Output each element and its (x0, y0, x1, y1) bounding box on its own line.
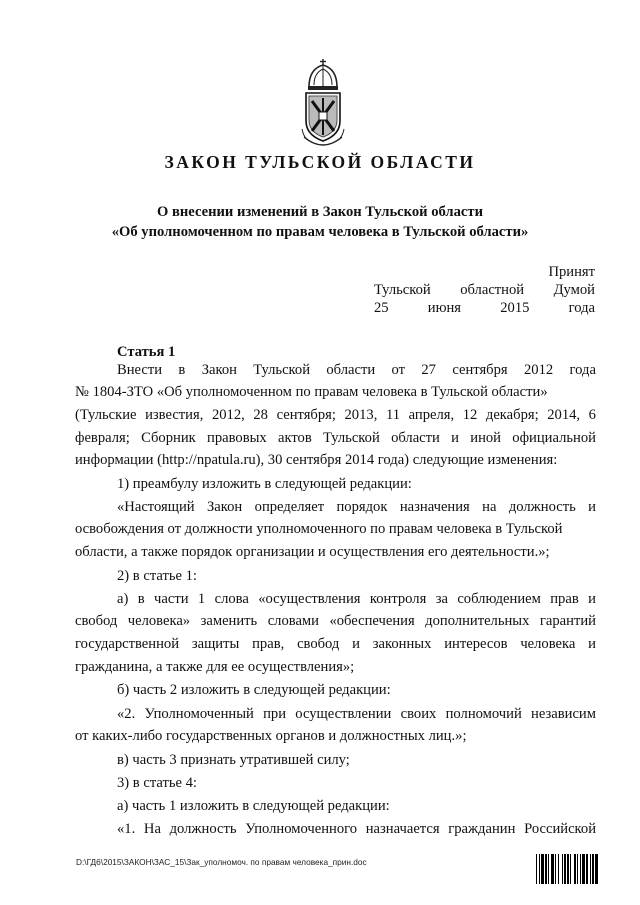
body-line: от каких-либо государственных органов и должностных лиц.»; (75, 728, 467, 744)
body-word: года (569, 362, 596, 378)
body-word: должность (169, 821, 237, 837)
law-title: ЗАКОН ТУЛЬСКОЙ ОБЛАСТИ (164, 152, 476, 172)
body-word: На (143, 821, 161, 837)
body-word: актов (278, 430, 312, 446)
body-word: а) (117, 591, 129, 607)
body-word: и (451, 430, 459, 446)
adopted-date-part: июня (427, 300, 462, 316)
body-word: Уполномоченного (245, 821, 358, 837)
body-word: 28 (253, 407, 268, 423)
body-word: области (326, 362, 376, 378)
body-word: Тульской (253, 362, 311, 378)
body-word: на (482, 499, 497, 515)
body-word: Закон (201, 362, 237, 378)
body-word: 2013, (344, 407, 378, 423)
body-word: гарантий (539, 613, 596, 629)
body-word: части (154, 591, 189, 607)
body-word: сентября; (276, 407, 336, 423)
body-word: интересов (444, 636, 508, 652)
adopted-date-part: года (568, 300, 595, 316)
body-word: законных (372, 636, 432, 652)
body-line: 2) в статье 1: (117, 568, 197, 584)
body-word: полномочий (445, 706, 522, 722)
body-line: освобождения от должности уполномоченного по правам человека в Тульской (75, 521, 563, 537)
body-word: Тульской (323, 430, 380, 446)
body-word: февраля; (75, 430, 130, 446)
body-line (117, 590, 596, 608)
body-word: «2. (117, 706, 136, 722)
body-word: Уполномоченный (144, 706, 254, 722)
body-word: в (178, 362, 186, 378)
adopted-date (374, 298, 595, 318)
body-word: 1 (197, 591, 206, 607)
body-line: в) часть 3 признать утратившей силу; (117, 752, 350, 768)
body-word: «Настоящий (117, 499, 195, 515)
coat-of-arms-emblem (300, 57, 346, 153)
body-word: «1. (117, 821, 136, 837)
body-line (75, 635, 596, 653)
body-word: государственной (75, 636, 180, 652)
body-line (75, 429, 596, 447)
body-word: прав (550, 591, 579, 607)
body-word: 6 (588, 407, 596, 423)
body-word: должность (508, 499, 576, 515)
body-word: слова (214, 591, 249, 607)
body-word: назначения (399, 499, 470, 515)
body-word: своих (400, 706, 437, 722)
body-word: (Тульские (75, 407, 137, 423)
body-word: от (391, 362, 406, 378)
body-word: человека» (127, 613, 191, 629)
body-line: информации (http://npatula.ru), 30 сентября 2014 года) следующие изменения: (75, 452, 558, 468)
adopted-word: областной (460, 282, 525, 298)
body-word: 11 (385, 407, 400, 423)
body-word: свобод (297, 636, 340, 652)
body-word: словами (267, 613, 319, 629)
body-word: известия, (145, 407, 204, 423)
body-word: Сборник (141, 430, 196, 446)
body-line: б) часть 2 изложить в следующей редакции: (117, 682, 391, 698)
body-word: 12 (462, 407, 478, 423)
body-word: апреля, (408, 407, 455, 423)
body-word: и (588, 636, 596, 652)
body-word: правовых (207, 430, 267, 446)
body-word: гражданин (448, 821, 516, 837)
body-word: 2012, (211, 407, 245, 423)
body-word: Российской (524, 821, 596, 837)
body-word: за (435, 591, 448, 607)
body-line (75, 406, 596, 424)
adopted-date-part: 25 (374, 300, 389, 316)
body-line (117, 498, 596, 516)
body-word: контроля (369, 591, 427, 607)
body-word: назначается (365, 821, 440, 837)
body-word: определяет (254, 499, 325, 515)
body-line (117, 361, 596, 379)
body-word: защиты (191, 636, 240, 652)
body-word: дополнительных (425, 613, 530, 629)
body-word: иной (470, 430, 501, 446)
body-line (117, 820, 596, 838)
body-word: и (588, 591, 596, 607)
body-word: и (588, 499, 596, 515)
body-line: гражданина, а также для ее осуществления»; (75, 659, 355, 675)
adopted-label: Принят (548, 264, 595, 280)
law-subtitle-line2: «Об уполномоченном по правам человека в Тульской области» (111, 224, 529, 240)
body-line: № 1804-ЗТО «Об уполномоченном по правам человека в Тульской области» (75, 384, 548, 400)
body-line: 3) в статье 4: (117, 775, 197, 791)
body-line: области, а также порядок организации и осуществления его деятельности.»; (75, 544, 550, 560)
body-word: 2014, (547, 407, 581, 423)
body-word: при (263, 706, 287, 722)
body-word: независим (531, 706, 596, 722)
law-subtitle-line1: О внесении изменений в Закон Тульской области (157, 204, 483, 220)
body-word: в (137, 591, 145, 607)
body-word: Закон (206, 499, 243, 515)
body-word: «обеспечения (329, 613, 415, 629)
body-word: 27 (421, 362, 436, 378)
adopted-by-duma (374, 280, 595, 300)
file-path-footer: D:\ГД6\2015\ЗАКОН\ЗАС_15\Зак_уполномоч. по правам человека_прин.doc (76, 857, 367, 867)
body-word: области (391, 430, 440, 446)
adopted-word: Думой (553, 282, 595, 298)
body-word: заменить (200, 613, 258, 629)
body-line (75, 612, 596, 630)
body-line: 1) преамбулу изложить в следующей редакции: (117, 476, 412, 492)
body-word: порядок (336, 499, 388, 515)
body-word: официальной (512, 430, 596, 446)
body-word: 2012 (523, 362, 554, 378)
adopted-word: Тульской (374, 282, 431, 298)
body-line: а) часть 1 изложить в следующей редакции: (117, 798, 390, 814)
body-word: «осуществления (258, 591, 361, 607)
adopted-date-part: 2015 (500, 300, 530, 316)
body-word: сентября (452, 362, 508, 378)
body-line (117, 705, 596, 723)
body-word: декабря; (485, 407, 539, 423)
body-word: свобод (75, 613, 118, 629)
body-word: прав, (252, 636, 285, 652)
barcode-graphic (535, 854, 629, 884)
body-word: соблюдением (457, 591, 541, 607)
body-word: осуществлении (295, 706, 392, 722)
body-word: человека (520, 636, 576, 652)
body-word: Внести (117, 362, 163, 378)
body-word: и (352, 636, 360, 652)
article-heading: Статья 1 (117, 344, 176, 360)
